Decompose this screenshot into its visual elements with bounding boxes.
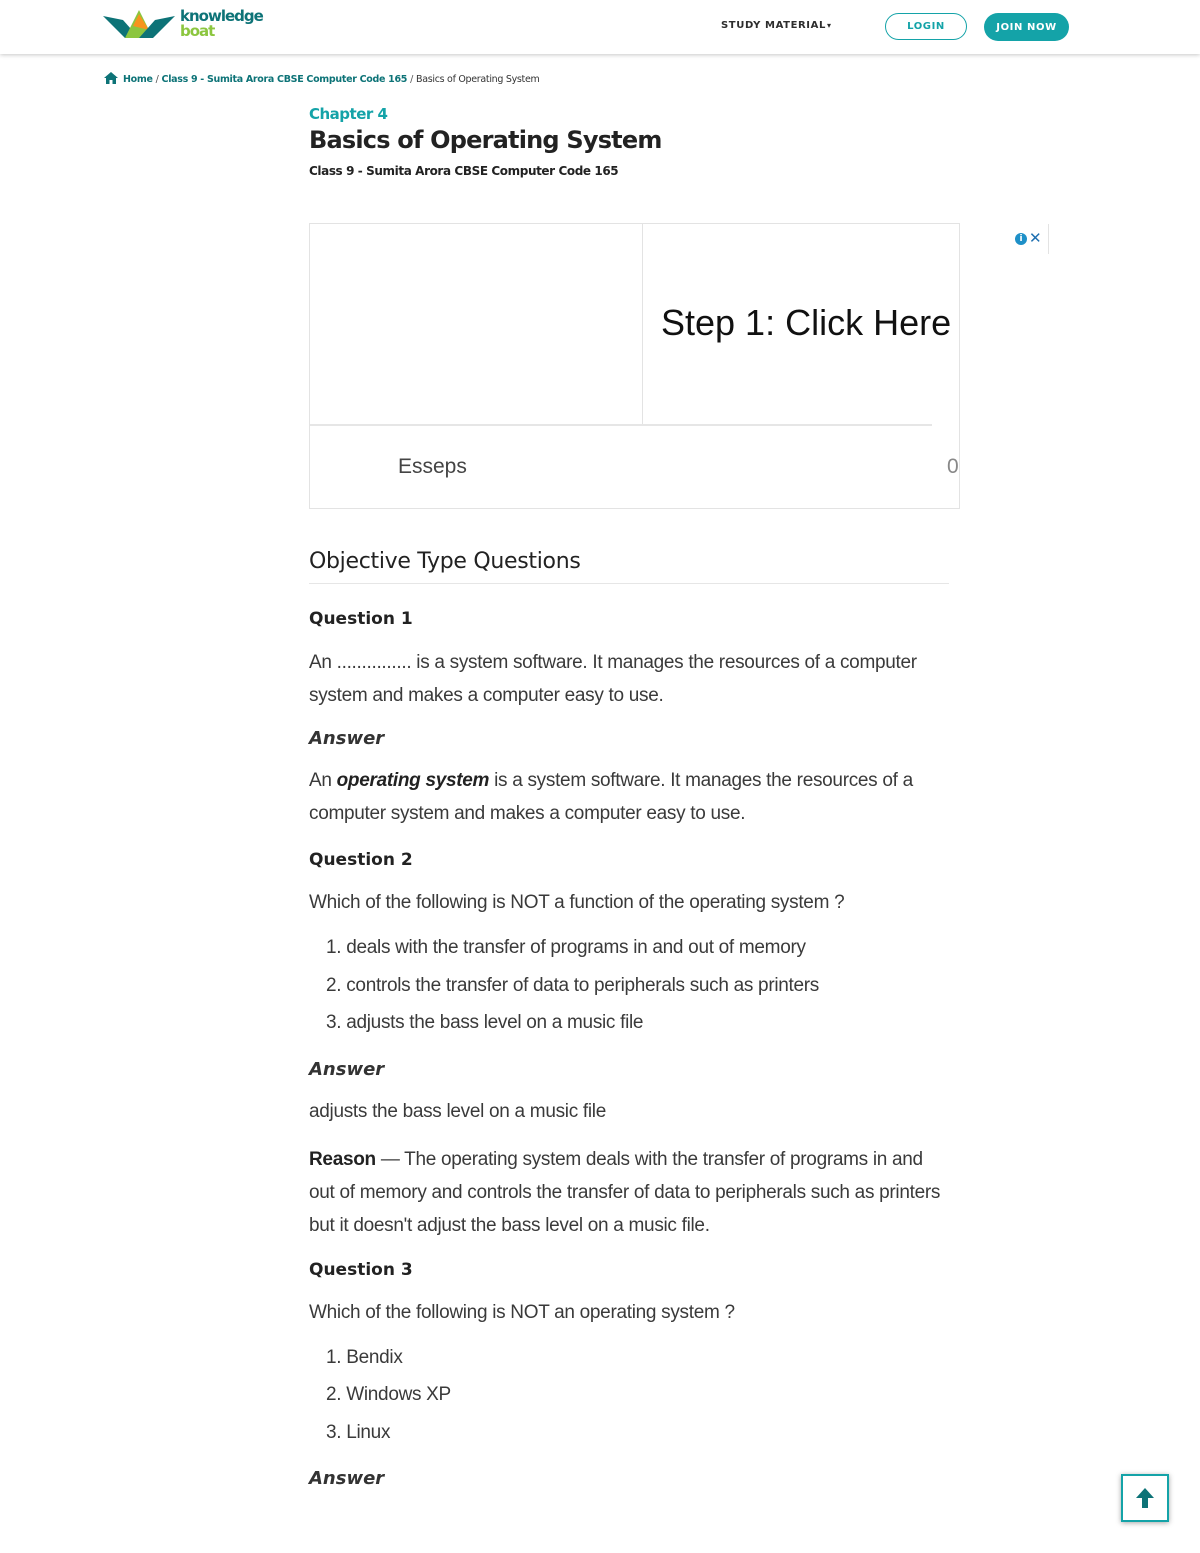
ad-count: 0 [947, 455, 959, 478]
home-icon[interactable] [104, 72, 118, 87]
answer-label: Answer [309, 1468, 385, 1489]
answer-label: Answer [309, 728, 385, 749]
breadcrumb-class[interactable]: Class 9 - Sumita Arora CBSE Computer Code 165 [161, 74, 408, 85]
boat-logo-icon [103, 8, 177, 42]
options-list [309, 929, 949, 1042]
study-material-label: STUDY MATERIAL [721, 20, 826, 31]
question-text: Which of the following is NOT a function of the operating system ? [309, 892, 845, 913]
section-title: Objective Type Questions [309, 549, 949, 584]
chevron-down-icon: ▾ [826, 21, 832, 30]
logo-text-line2: boat [180, 22, 215, 40]
main-content [309, 549, 949, 1489]
answer-suffix: is a system software. It manages the resources of a computer system and makes a computer easy to use. [309, 770, 913, 824]
page-subtitle: Class 9 - Sumita Arora CBSE Computer Code 165 [309, 164, 619, 178]
scroll-to-top-button[interactable] [1121, 1474, 1169, 1522]
answer-text [309, 764, 949, 830]
site-logo[interactable] [103, 6, 273, 46]
ad-info-icon[interactable]: i [1015, 233, 1027, 245]
ad-controls [1015, 224, 1049, 254]
breadcrumb-separator: / [155, 74, 159, 85]
ad-cta-text[interactable]: Step 1: Click Here [661, 302, 952, 343]
options-list [309, 1339, 949, 1452]
reason-text [309, 1143, 949, 1242]
question-text: An ............... is a system software. It manages the resources of a computer system and makes a computer easy to use. [309, 652, 917, 706]
list-item: 3. Linux [326, 1421, 391, 1443]
answer-text: adjusts the bass level on a music file [309, 1100, 606, 1122]
question-title: Question 2 [309, 850, 413, 870]
answer-label: Answer [309, 1058, 385, 1080]
ad-brand: Esseps [398, 455, 467, 478]
list-item: 1. deals with the transfer of programs in and out of memory [326, 937, 806, 958]
answer-highlight: operating system [336, 770, 490, 791]
breadcrumb-current: Basics of Operating System [416, 74, 540, 85]
breadcrumb-home[interactable]: Home [123, 74, 153, 85]
answer-prefix: An [309, 770, 337, 791]
login-button[interactable]: LOGIN [885, 13, 967, 40]
advertisement[interactable] [309, 223, 960, 509]
ad-image-area [310, 224, 643, 424]
breadcrumb [104, 72, 539, 87]
list-item: 2. controls the transfer of data to peripherals such as printers [326, 974, 820, 996]
question-title: Question 3 [309, 1259, 413, 1280]
page-title: Basics of Operating System [309, 126, 662, 154]
reason-label: Reason [309, 1148, 376, 1170]
question-text: Which of the following is NOT an operating system ? [309, 1301, 735, 1323]
ad-divider [310, 424, 932, 426]
chapter-label: Chapter 4 [309, 105, 388, 123]
logo-text-line1: knowledge [180, 7, 263, 25]
question-title: Question 1 [309, 609, 413, 629]
site-header [0, 0, 1200, 54]
reason-body: — The operating system deals with the transfer of programs in and out of memory and controls the transfer of data to peripherals such as printers but it doesn't adjust the bass level on a music file. [309, 1148, 941, 1236]
list-item: 1. Bendix [326, 1346, 403, 1368]
study-material-menu[interactable] [721, 20, 832, 31]
join-now-button[interactable]: JOIN NOW [984, 13, 1069, 41]
close-icon[interactable]: ✕ [1029, 230, 1042, 247]
list-item: 3. adjusts the bass level on a music file [326, 1012, 644, 1033]
list-item: 2. Windows XP [326, 1384, 451, 1405]
arrow-up-icon [1135, 1487, 1155, 1509]
logo-text [180, 9, 263, 39]
breadcrumb-separator: / [410, 74, 414, 85]
